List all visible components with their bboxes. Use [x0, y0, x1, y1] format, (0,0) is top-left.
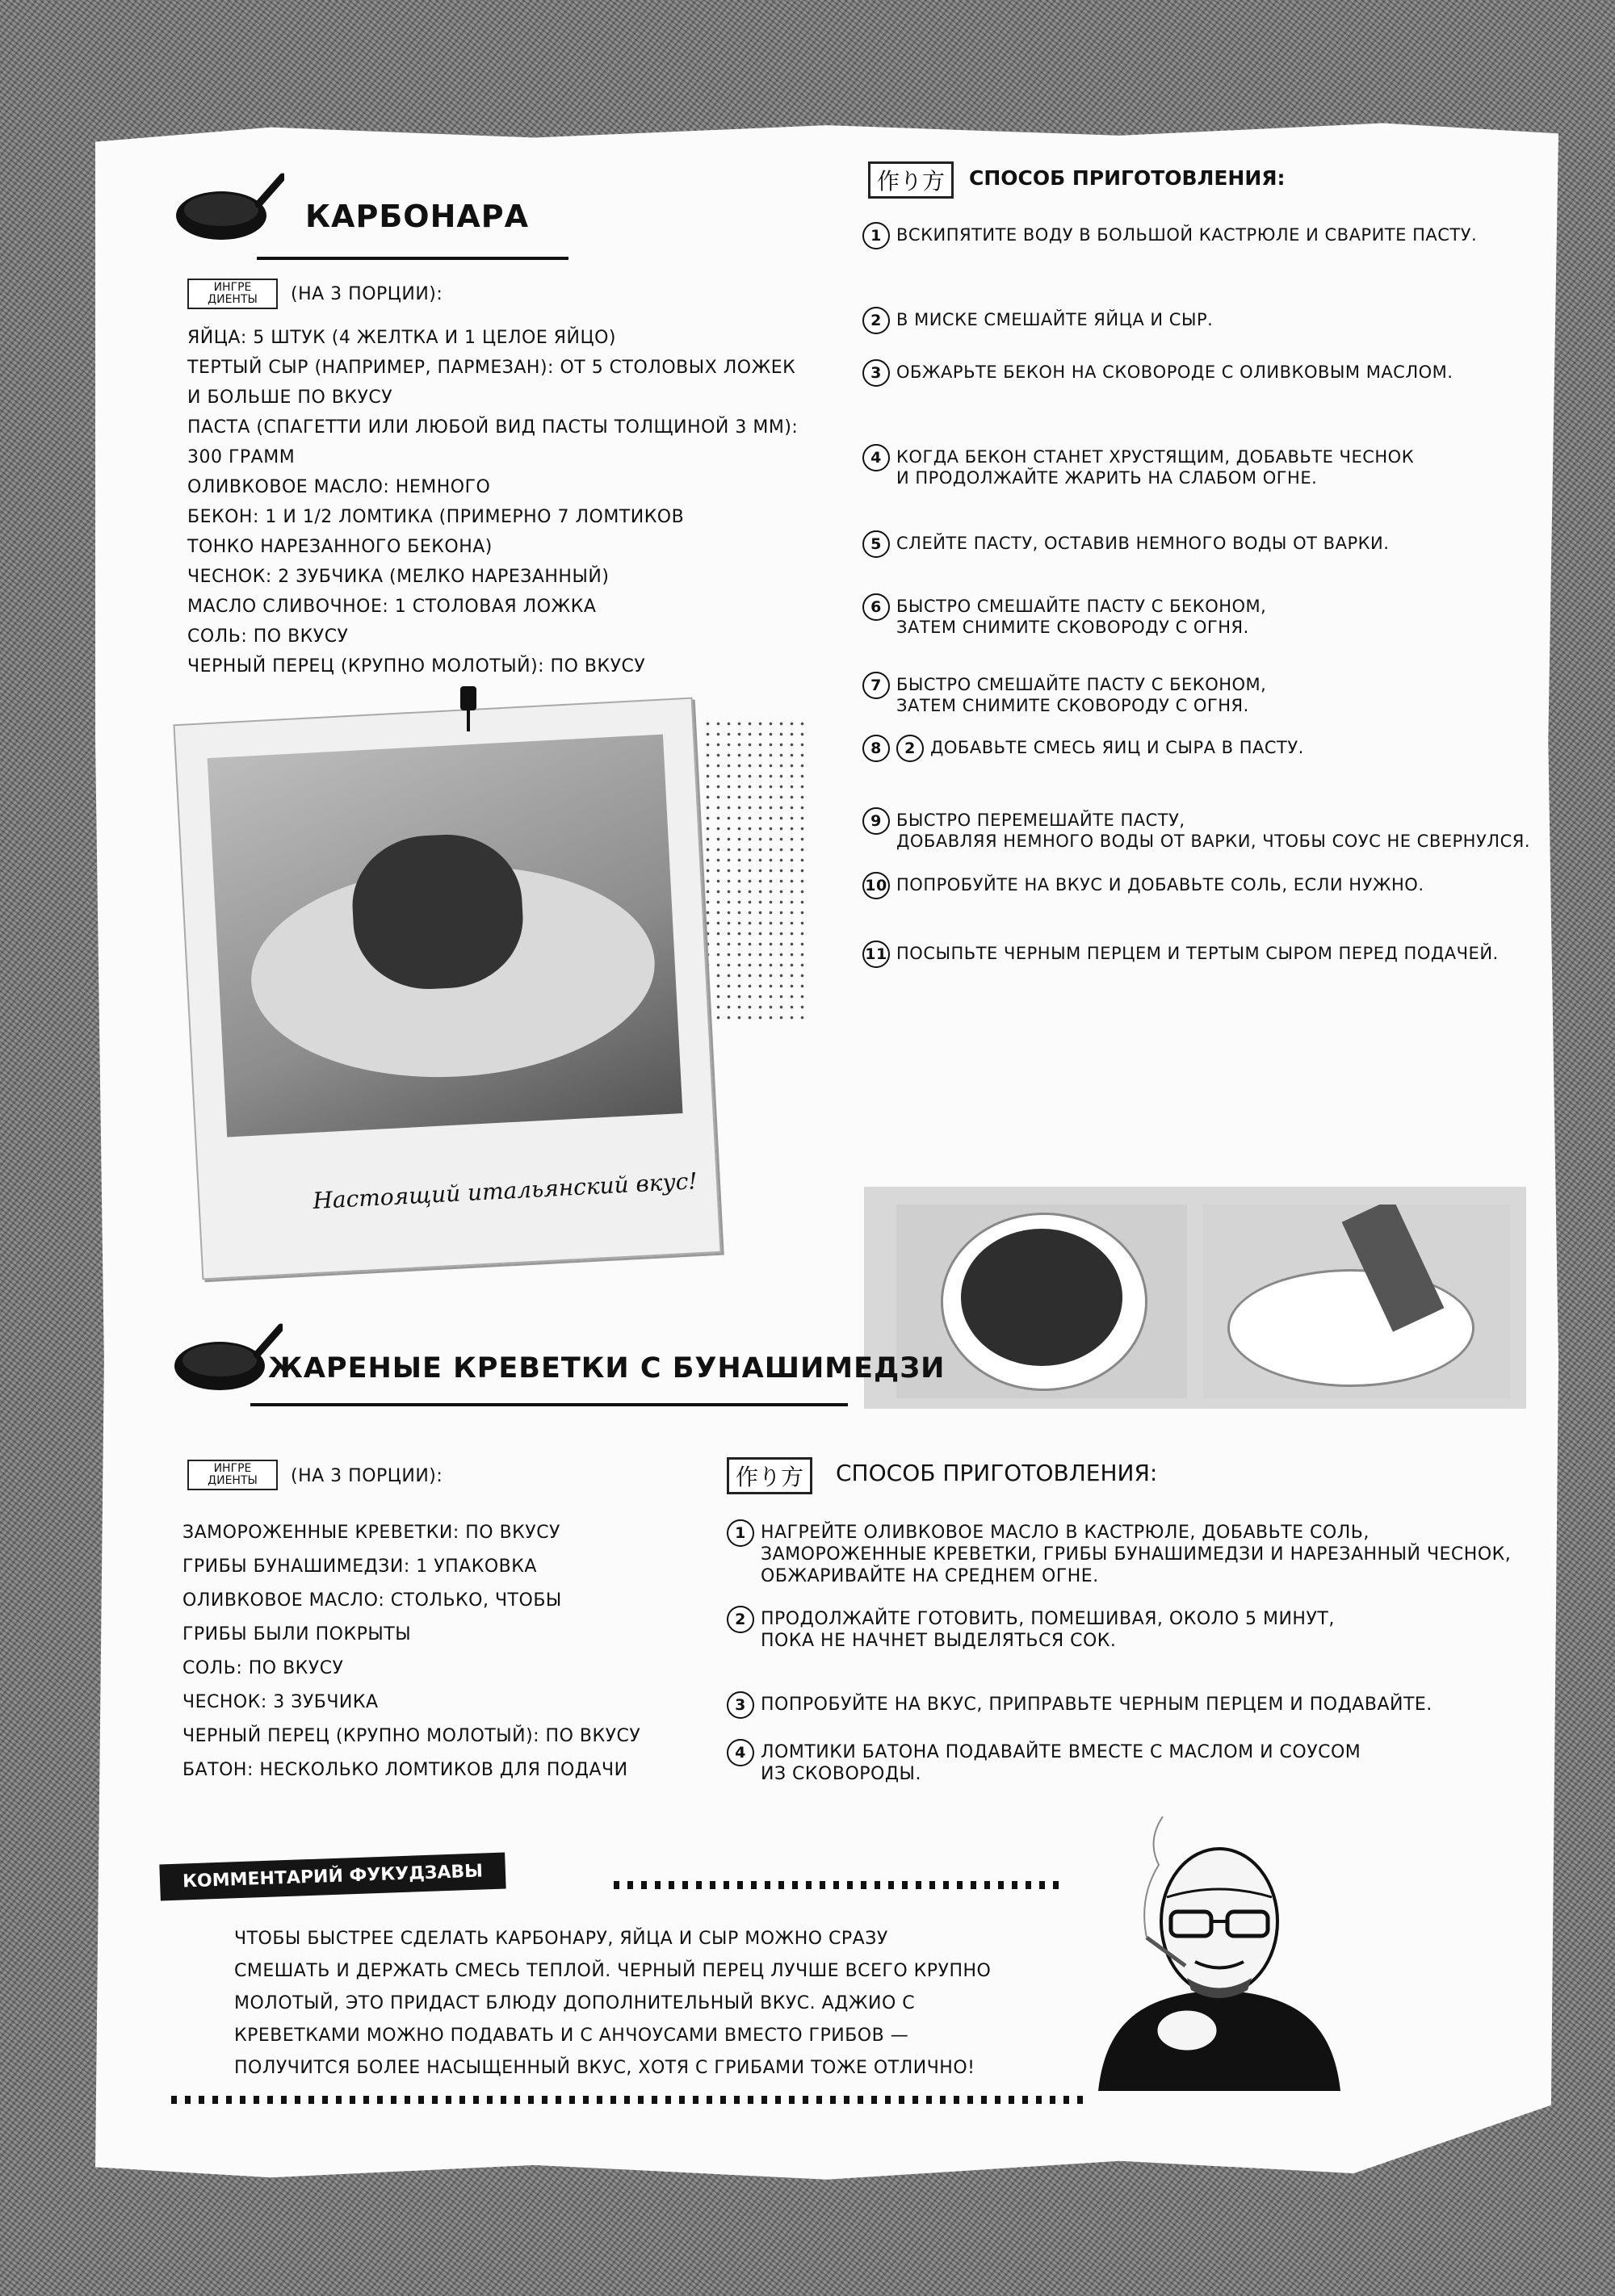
step-number: 5	[862, 530, 890, 558]
step-number: 1	[862, 222, 890, 249]
step-text: ДОБАВЬТЕ СМЕСЬ ЯИЦ И СЫРА В ПАСТУ.	[930, 738, 1304, 757]
step-number: 8	[862, 735, 890, 762]
step-number: 1	[727, 1519, 754, 1547]
carbonara-polaroid	[173, 698, 721, 1280]
ingredient-line: БЕКОН: 1 И 1/2 ЛОМТИКА (ПРИМЕРНО 7 ЛОМТИКОВ	[187, 507, 685, 527]
step-text: КОГДА БЕКОН СТАНЕТ ХРУСТЯЩИМ, ДОБАВЬТЕ ЧЕСНОК И ПРОДОЛЖАЙТЕ ЖАРИТЬ НА СЛАБОМ ОГНЕ.	[896, 447, 1415, 488]
step-text: ПОСЫПЬТЕ ЧЕРНЫМ ПЕРЦЕМ И ТЕРТЫМ СЫРОМ ПЕРЕД ПОДАЧЕЙ.	[896, 944, 1499, 963]
servings-label: (НА 3 ПОРЦИИ):	[291, 1466, 443, 1486]
comment-line: СМЕШАТЬ И ДЕРЖАТЬ СМЕСЬ ТЕПЛОЙ. ЧЕРНЫЙ ПЕРЕЦ ЛУЧШЕ ВСЕГО КРУПНО	[234, 1961, 992, 1981]
method-step	[727, 1608, 1335, 1652]
step-number: 3	[727, 1691, 754, 1719]
chef-portrait	[1090, 1816, 1349, 2099]
title-underline	[257, 257, 568, 260]
step-number: 11	[862, 941, 890, 968]
halftone-dots	[703, 719, 808, 1025]
carbonara-ingredients	[187, 323, 858, 681]
carbonara-photo	[208, 735, 683, 1138]
step-number: 2	[862, 307, 890, 334]
shrimp-photo-strip	[864, 1187, 1526, 1409]
method-step	[862, 674, 1266, 716]
title-underline	[250, 1403, 848, 1406]
step-text: НАГРЕЙТЕ ОЛИВКОВОЕ МАСЛО В КАСТРЮЛЕ, ДОБАВЬТЕ СОЛЬ, ЗАМОРОЖЕННЫЕ КРЕВЕТКИ, ГРИБЫ БУНАШИМЕДЗИ И НАРЕЗАННЫЙ ЧЕСНОК, ОБЖАРИВАЙТЕ НА СРЕДНЕМ ОГНЕ.	[761, 1523, 1512, 1586]
ingredient-line: ГРИБЫ БЫЛИ ПОКРЫТЫ	[182, 1624, 412, 1644]
ingredients-badge: ИНГРЕ ДИЕНТЫ	[187, 279, 278, 309]
step-text: ВСКИПЯТИТЕ ВОДУ В БОЛЬШОЙ КАСТРЮЛЕ И СВАРИТЕ ПАСТУ.	[896, 225, 1478, 245]
step-number: 6	[862, 593, 890, 621]
shrimp-title: ЖАРЕНЫЕ КРЕВЕТКИ С БУНАШИМЕДЗИ	[268, 1352, 946, 1385]
ingredient-line: БАТОН: НЕСКОЛЬКО ЛОМТИКОВ ДЛЯ ПОДАЧИ	[182, 1760, 628, 1780]
step-number: 2	[727, 1606, 754, 1633]
method-step	[862, 224, 1477, 249]
servings-label: (НА 3 ПОРЦИИ):	[291, 284, 443, 304]
step-text: ЛОМТИКИ БАТОНА ПОДАВАЙТЕ ВМЕСТЕ С МАСЛОМ И СОУСОМ ИЗ СКОВОРОДЫ.	[761, 1742, 1361, 1784]
step-text: ОБЖАРЬТЕ БЕКОН НА СКОВОРОДЕ С ОЛИВКОВЫМ МАСЛОМ.	[896, 362, 1454, 382]
ingredient-line: ЯЙЦА: 5 ШТУК (4 ЖЕЛТКА И 1 ЦЕЛОЕ ЯЙЦО)	[187, 328, 616, 348]
frying-pan-icon	[170, 1316, 283, 1397]
method-step	[862, 362, 1453, 387]
method-step	[727, 1522, 1511, 1587]
method-step	[862, 309, 1213, 334]
ingredient-line: ЧЕСНОК: 3 ЗУБЧИКА	[182, 1692, 379, 1712]
comment-line: ПОЛУЧИТСЯ БОЛЕЕ НАСЫЩЕННЫЙ ВКУС, ХОТЯ С ГРИБАМИ ТОЖЕ ОТЛИЧНО!	[234, 2058, 975, 2078]
ingredient-line: СОЛЬ: ПО ВКУСУ	[187, 626, 349, 647]
ingredient-line: СОЛЬ: ПО ВКУСУ	[182, 1658, 344, 1678]
ingredient-line: ТЕРТЫЙ СЫР (НАПРИМЕР, ПАРМЕЗАН): ОТ 5 СТОЛОВЫХ ЛОЖЕК	[187, 358, 796, 378]
step-text: БЫСТРО СМЕШАЙТЕ ПАСТУ С БЕКОНОМ, ЗАТЕМ СНИМИТЕ СКОВОРОДУ С ОГНЯ.	[896, 597, 1267, 637]
photo-caption: Настоящий итальянский вкус!	[312, 1167, 698, 1215]
method-step	[862, 737, 1304, 762]
step-text: БЫСТРО ПЕРЕМЕШАЙТЕ ПАСТУ, ДОБАВЛЯЯ НЕМНОГО ВОДЫ ОТ ВАРКИ, ЧТОБЫ СОУС НЕ СВЕРНУЛСЯ.	[896, 811, 1530, 851]
step-number: 3	[862, 359, 890, 387]
comment-line: КРЕВЕТКАМИ МОЖНО ПОДАВАТЬ И С АНЧОУСАМИ ВМЕСТО ГРИБОВ —	[234, 2026, 909, 2046]
method-step	[727, 1694, 1433, 1719]
ingredient-line: ЧЕСНОК: 2 ЗУБЧИКА (МЕЛКО НАРЕЗАННЫЙ)	[187, 567, 610, 587]
method-step	[862, 596, 1266, 638]
dashed-rule	[614, 1881, 1066, 1889]
step-text: ПРОДОЛЖАЙТЕ ГОТОВИТЬ, ПОМЕШИВАЯ, ОКОЛО 5 МИНУТ, ПОКА НЕ НАЧНЕТ ВЫДЕЛЯТЬСЯ СОК.	[761, 1609, 1335, 1651]
method-step	[862, 943, 1499, 968]
step-number: 4	[862, 444, 890, 471]
comment-line: ЧТОБЫ БЫСТРЕЕ СДЕЛАТЬ КАРБОНАРУ, ЯЙЦА И СЫР МОЖНО СРАЗУ	[234, 1929, 888, 1949]
step-number: 9	[862, 807, 890, 835]
ingredient-line: ЧЕРНЫЙ ПЕРЕЦ (КРУПНО МОЛОТЫЙ): ПО ВКУСУ	[187, 656, 646, 677]
comment-banner: КОММЕНТАРИЙ ФУКУДЗАВЫ	[159, 1853, 505, 1901]
method-step	[862, 446, 1414, 488]
step-number: 4	[727, 1739, 754, 1766]
step-text: БЫСТРО СМЕШАЙТЕ ПАСТУ С БЕКОНОМ, ЗАТЕМ СНИМИТЕ СКОВОРОДУ С ОГНЯ.	[896, 675, 1267, 715]
ingredient-line: ОЛИВКОВОЕ МАСЛО: НЕМНОГО	[187, 477, 491, 497]
ingredient-line: ТОНКО НАРЕЗАННОГО БЕКОНА)	[187, 537, 493, 557]
method-badge: 作り方	[868, 161, 954, 199]
step-text: ПОПРОБУЙТЕ НА ВКУС И ДОБАВЬТЕ СОЛЬ, ЕСЛИ НУЖНО.	[896, 875, 1424, 895]
ingredient-line: ОЛИВКОВОЕ МАСЛО: СТОЛЬКО, ЧТОБЫ	[182, 1590, 562, 1611]
step-number: 7	[862, 672, 890, 699]
dashed-rule	[171, 2096, 1084, 2104]
step-text: СЛЕЙТЕ ПАСТУ, ОСТАВИВ НЕМНОГО ВОДЫ ОТ ВАРКИ.	[896, 534, 1390, 553]
pin-icon	[456, 685, 480, 733]
step-number: 10	[862, 872, 890, 899]
ingredient-line: МАСЛО СЛИВОЧНОЕ: 1 СТОЛОВАЯ ЛОЖКА	[187, 597, 597, 617]
frying-pan-icon	[171, 165, 284, 246]
bowl	[1227, 1269, 1474, 1387]
step-ref-number: 2	[896, 735, 924, 762]
shrimp-ingredients	[182, 1516, 640, 1787]
method-step	[862, 874, 1424, 899]
ingredient-line: ЧЕРНЫЙ ПЕРЕЦ (КРУПНО МОЛОТЫЙ): ПО ВКУСУ	[182, 1726, 641, 1746]
ingredient-line: ГРИБЫ БУНАШИМЕДЗИ: 1 УПАКОВКА	[182, 1557, 537, 1577]
method-step	[862, 533, 1389, 558]
comment-line: МОЛОТЫЙ, ЭТО ПРИДАСТ БЛЮДУ ДОПОЛНИТЕЛЬНЫЙ ВКУС. АДЖИО С	[234, 1993, 916, 2013]
comment-text	[234, 1923, 991, 2084]
method-step	[862, 810, 1530, 852]
ingredient-line: И БОЛЬШЕ ПО ВКУСУ	[187, 388, 393, 408]
ingredient-line: 300 ГРАММ	[187, 447, 296, 467]
step-text: В МИСКЕ СМЕШАЙТЕ ЯЙЦА И СЫР.	[896, 310, 1214, 329]
method-badge: 作り方	[727, 1457, 812, 1494]
step-text: ПОПРОБУЙТЕ НА ВКУС, ПРИПРАВЬТЕ ЧЕРНЫМ ПЕРЦЕМ И ПОДАВАЙТЕ.	[761, 1695, 1433, 1715]
ingredient-line: ПАСТА (СПАГЕТТИ ИЛИ ЛЮБОЙ ВИД ПАСТЫ ТОЛЩИНОЙ 3 ММ):	[187, 417, 799, 438]
carbonara-title: КАРБОНАРА	[305, 199, 530, 234]
method-title: СПОСОБ ПРИГОТОВЛЕНИЯ:	[969, 166, 1286, 190]
shrimp-photo-2	[1203, 1205, 1510, 1398]
method-title: СПОСОБ ПРИГОТОВЛЕНИЯ:	[836, 1460, 1158, 1486]
method-step	[727, 1741, 1361, 1785]
ingredients-badge: ИНГРЕ ДИЕНТЫ	[187, 1460, 278, 1490]
ingredient-line: ЗАМОРОЖЕННЫЕ КРЕВЕТКИ: ПО ВКУСУ	[182, 1523, 560, 1543]
shrimp-dish	[961, 1229, 1122, 1366]
